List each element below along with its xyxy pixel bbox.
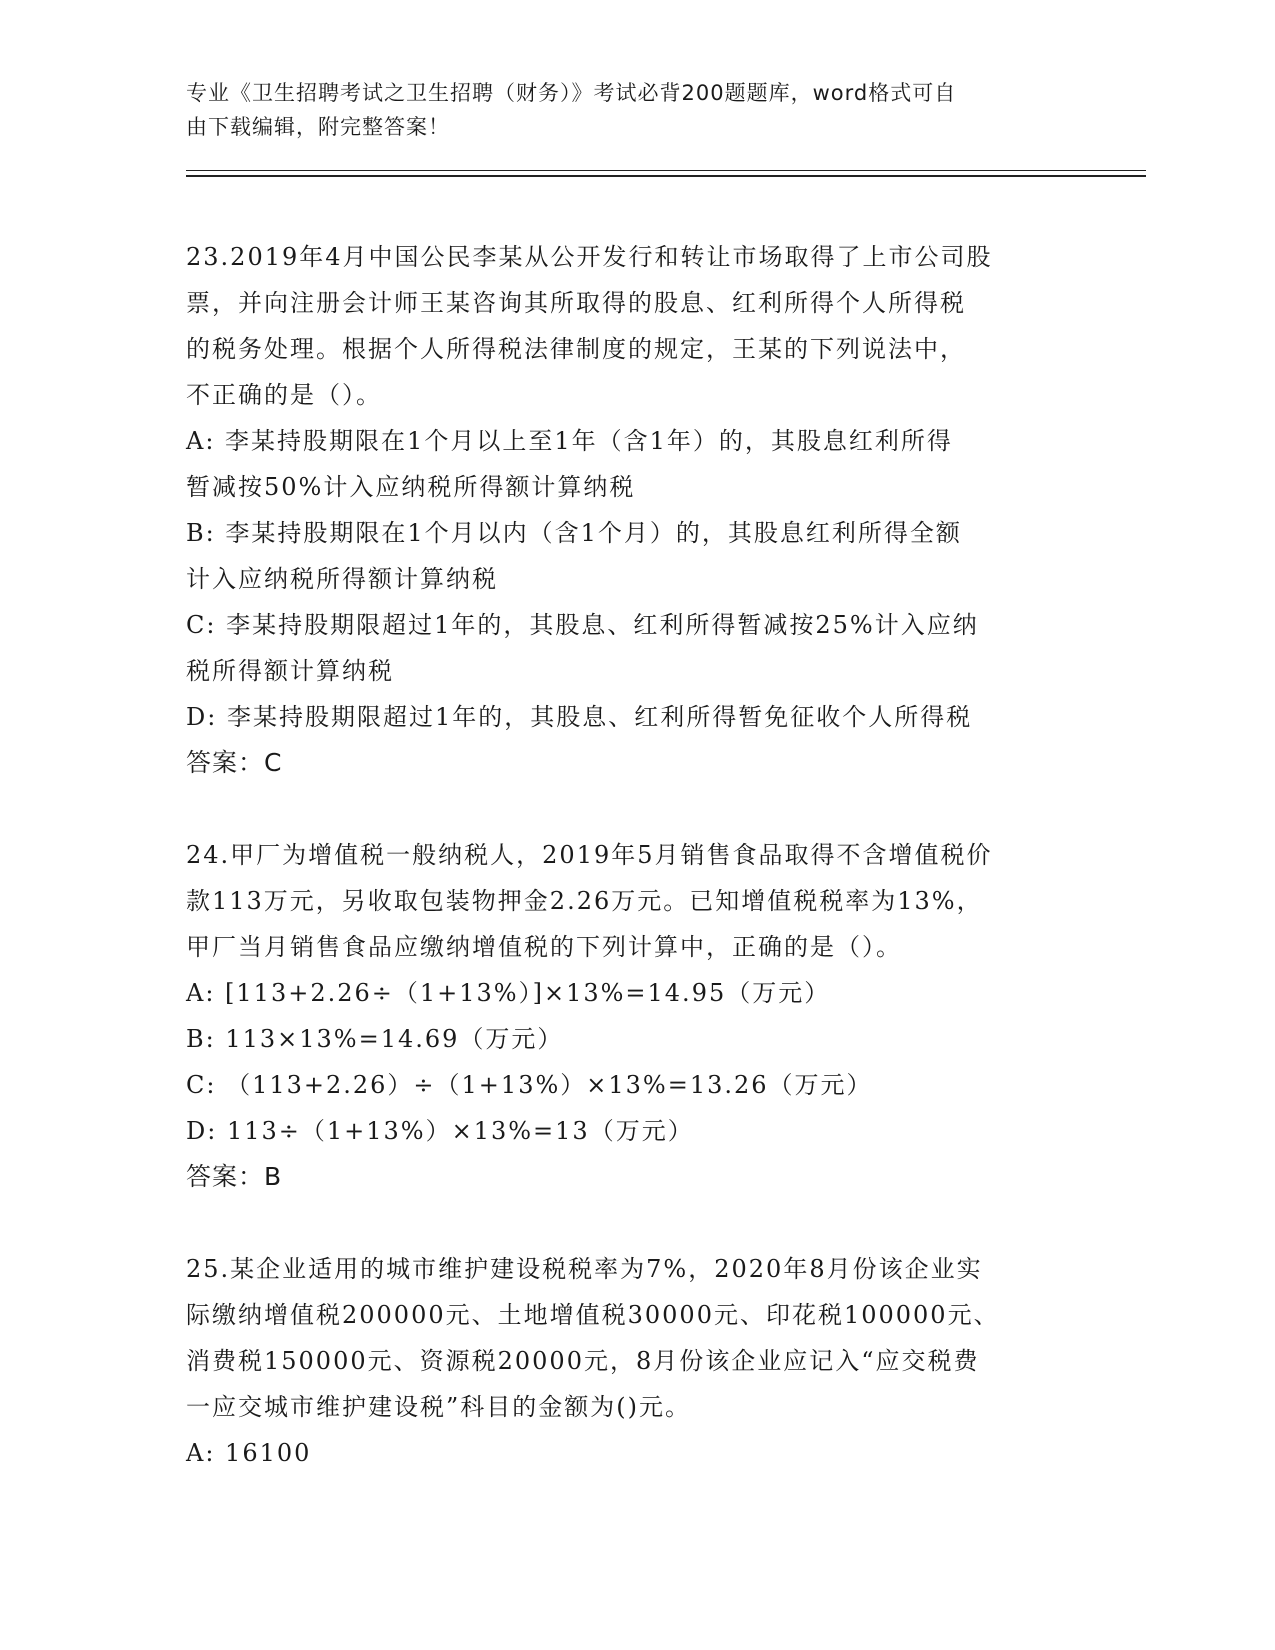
option-line: 计入应纳税所得额计算纳税 bbox=[186, 565, 498, 593]
option-line: A: 李某持股期限在1个月以上至1年（含1年）的，其股息红利所得 bbox=[186, 427, 953, 455]
header-title-line-1: 专业《卫生招聘考试之卫生招聘（财务）》考试必背200题题库，word格式可自 bbox=[186, 81, 957, 105]
option-line: C: （113+2.26）÷（1+13%）×13%=13.26（万元） bbox=[186, 1071, 873, 1099]
option-line: B: 113×13%=14.69（万元） bbox=[186, 1025, 564, 1053]
question-stem-line: 一应交城市维护建设税”科目的金额为()元。 bbox=[186, 1393, 691, 1421]
question-stem-line: 24.甲厂为增值税一般纳税人，2019年5月销售食品取得不含增值税价 bbox=[186, 841, 993, 869]
header-divider-thick bbox=[186, 175, 1146, 177]
question-stem-line: 际缴纳增值税200000元、土地增值税30000元、印花税100000元、 bbox=[186, 1301, 1000, 1329]
question-stem-line: 的税务处理。根据个人所得税法律制度的规定，王某的下列说法中， bbox=[186, 335, 966, 363]
question-stem-line: 消费税150000元、资源税20000元，8月份该企业应记入“应交税费 bbox=[186, 1347, 980, 1375]
question-23 bbox=[186, 234, 1086, 786]
option-line: B: 李某持股期限在1个月以内（含1个月）的，其股息红利所得全额 bbox=[186, 519, 962, 547]
header-title-line-2: 由下载编辑，附完整答案！ bbox=[186, 115, 450, 139]
question-stem-line: 票，并向注册会计师王某咨询其所取得的股息、红利所得个人所得税 bbox=[186, 289, 966, 317]
option-line: C: 李某持股期限超过1年的，其股息、红利所得暂减按25%计入应纳 bbox=[186, 611, 979, 639]
question-24 bbox=[186, 832, 1086, 1200]
answer-line: 答案：C bbox=[186, 748, 283, 777]
option-line: D: 李某持股期限超过1年的，其股息、红利所得暂免征收个人所得税 bbox=[186, 703, 973, 731]
option-line: D: 113÷（1+13%）×13%=13（万元） bbox=[186, 1117, 694, 1145]
option-line: A: [113+2.26÷（1+13%）]×13%=14.95（万元） bbox=[186, 979, 831, 1007]
question-stem-line: 25.某企业适用的城市维护建设税税率为7%，2020年8月份该企业实 bbox=[186, 1255, 983, 1283]
question-stem-line: 款113万元，另收取包装物押金2.26万元。已知增值税税率为13%， bbox=[186, 887, 983, 915]
question-stem-line: 甲厂当月销售食品应缴纳增值税的下列计算中，正确的是（）。 bbox=[186, 933, 902, 961]
question-list bbox=[186, 234, 1086, 1522]
answer-line: 答案：B bbox=[186, 1162, 283, 1191]
question-stem-line: 23.2019年4月中国公民李某从公开发行和转让市场取得了上市公司股 bbox=[186, 243, 993, 271]
question-stem-line: 不正确的是（）。 bbox=[186, 381, 382, 409]
question-25 bbox=[186, 1246, 1086, 1476]
header-divider-thin bbox=[186, 170, 1146, 171]
option-line: 税所得额计算纳税 bbox=[186, 657, 394, 685]
document-header bbox=[186, 76, 1086, 144]
option-line: A: 16100 bbox=[186, 1439, 312, 1467]
option-line: 暂减按50%计入应纳税所得额计算纳税 bbox=[186, 473, 636, 501]
